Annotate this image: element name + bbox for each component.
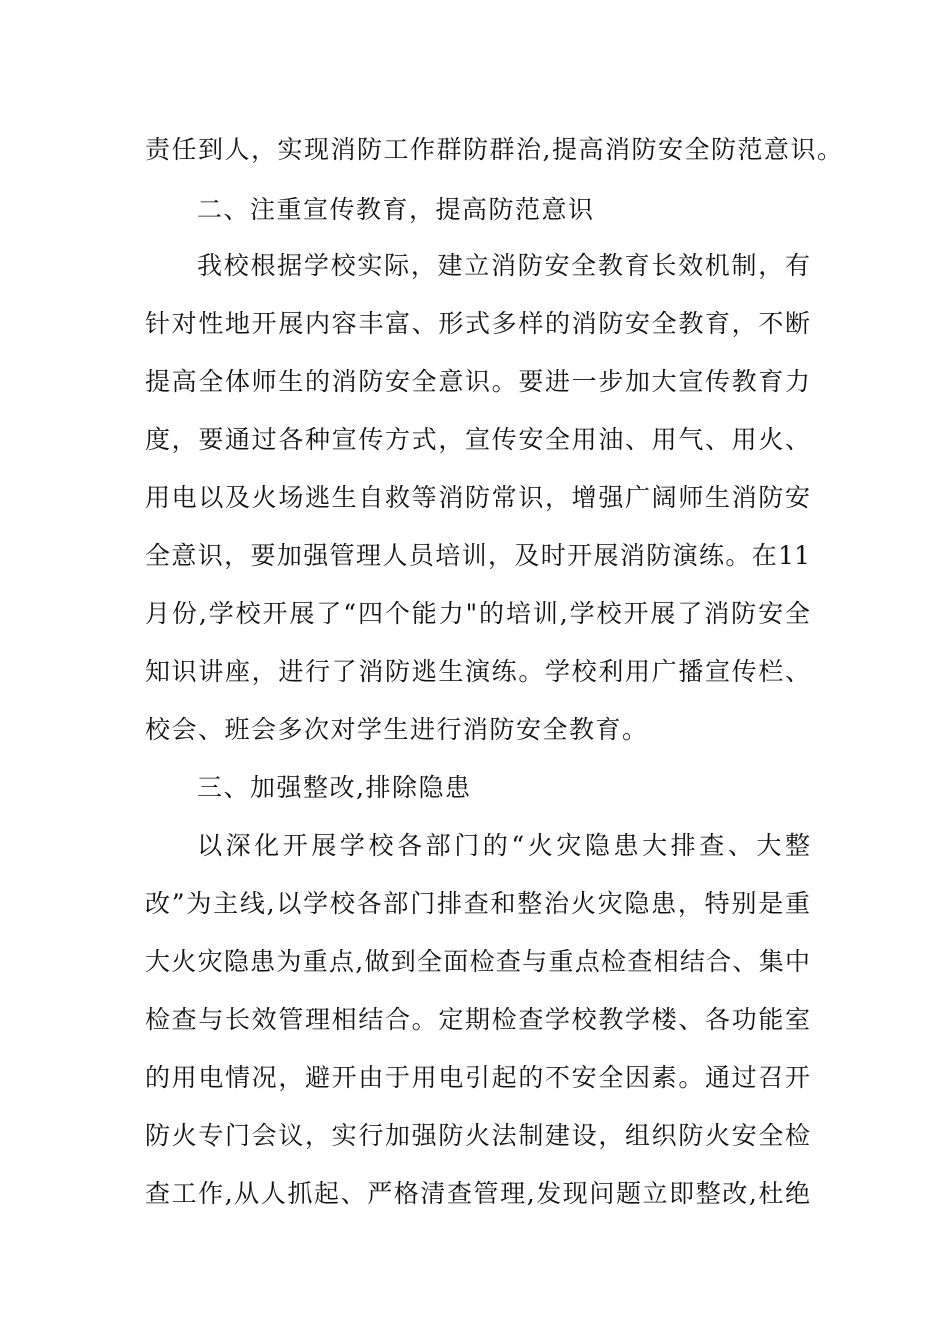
paragraph-line: 知识讲座，进行了消防逃生演练。学校利用广播宣传栏、	[145, 657, 810, 686]
paragraph-line: 全意识，要加强管理人员培训，及时开展消防演练。在11	[145, 541, 810, 570]
paragraph-line: 责任到人，实现消防工作群防群治,提高消防安全防范意识。	[145, 135, 844, 164]
section-heading: 三、加强整改,排除隐患	[197, 773, 472, 802]
paragraph-line: 月份,学校开展了“四个能力"的培训,学校开展了消防安全	[145, 599, 810, 628]
paragraph-line: 用电以及火场逃生自救等消防常识，增强广阔师生消防安	[145, 483, 810, 512]
paragraph-line: 提高全体师生的消防安全意识。要进一步加大宣传教育力	[145, 367, 810, 396]
paragraph-line: 我校根据学校实际，建立消防安全教育长效机制，有	[197, 251, 810, 280]
paragraph-line: 度，要通过各种宣传方式，宣传安全用油、用气、用火、	[145, 425, 810, 454]
paragraph-line: 针对性地开展内容丰富、形式多样的消防安全教育，不断	[145, 309, 810, 338]
paragraph-line: 查工作,从人抓起、严格清查管理,发现问题立即整改,杜绝	[145, 1179, 810, 1208]
paragraph-line: 校会、班会多次对学生进行消防安全教育。	[145, 715, 649, 744]
paragraph-line: 的用电情况，避开由于用电引起的不安全因素。通过召开	[145, 1063, 810, 1092]
paragraph-line: 改”为主线,以学校各部门排查和整治火灾隐患，特别是重	[145, 889, 810, 918]
paragraph-line: 防火专门会议，实行加强防火法制建设，组织防火安全检	[145, 1121, 810, 1150]
section-heading: 二、注重宣传教育，提高防范意识	[197, 195, 595, 224]
paragraph-line: 以深化开展学校各部门的“火灾隐患大排查、大整	[197, 831, 810, 860]
paragraph-line: 大火灾隐患为重点,做到全面检查与重点检查相结合、集中	[145, 947, 810, 976]
paragraph-line: 检查与长效管理相结合。定期检查学校教学楼、各功能室	[145, 1005, 810, 1034]
